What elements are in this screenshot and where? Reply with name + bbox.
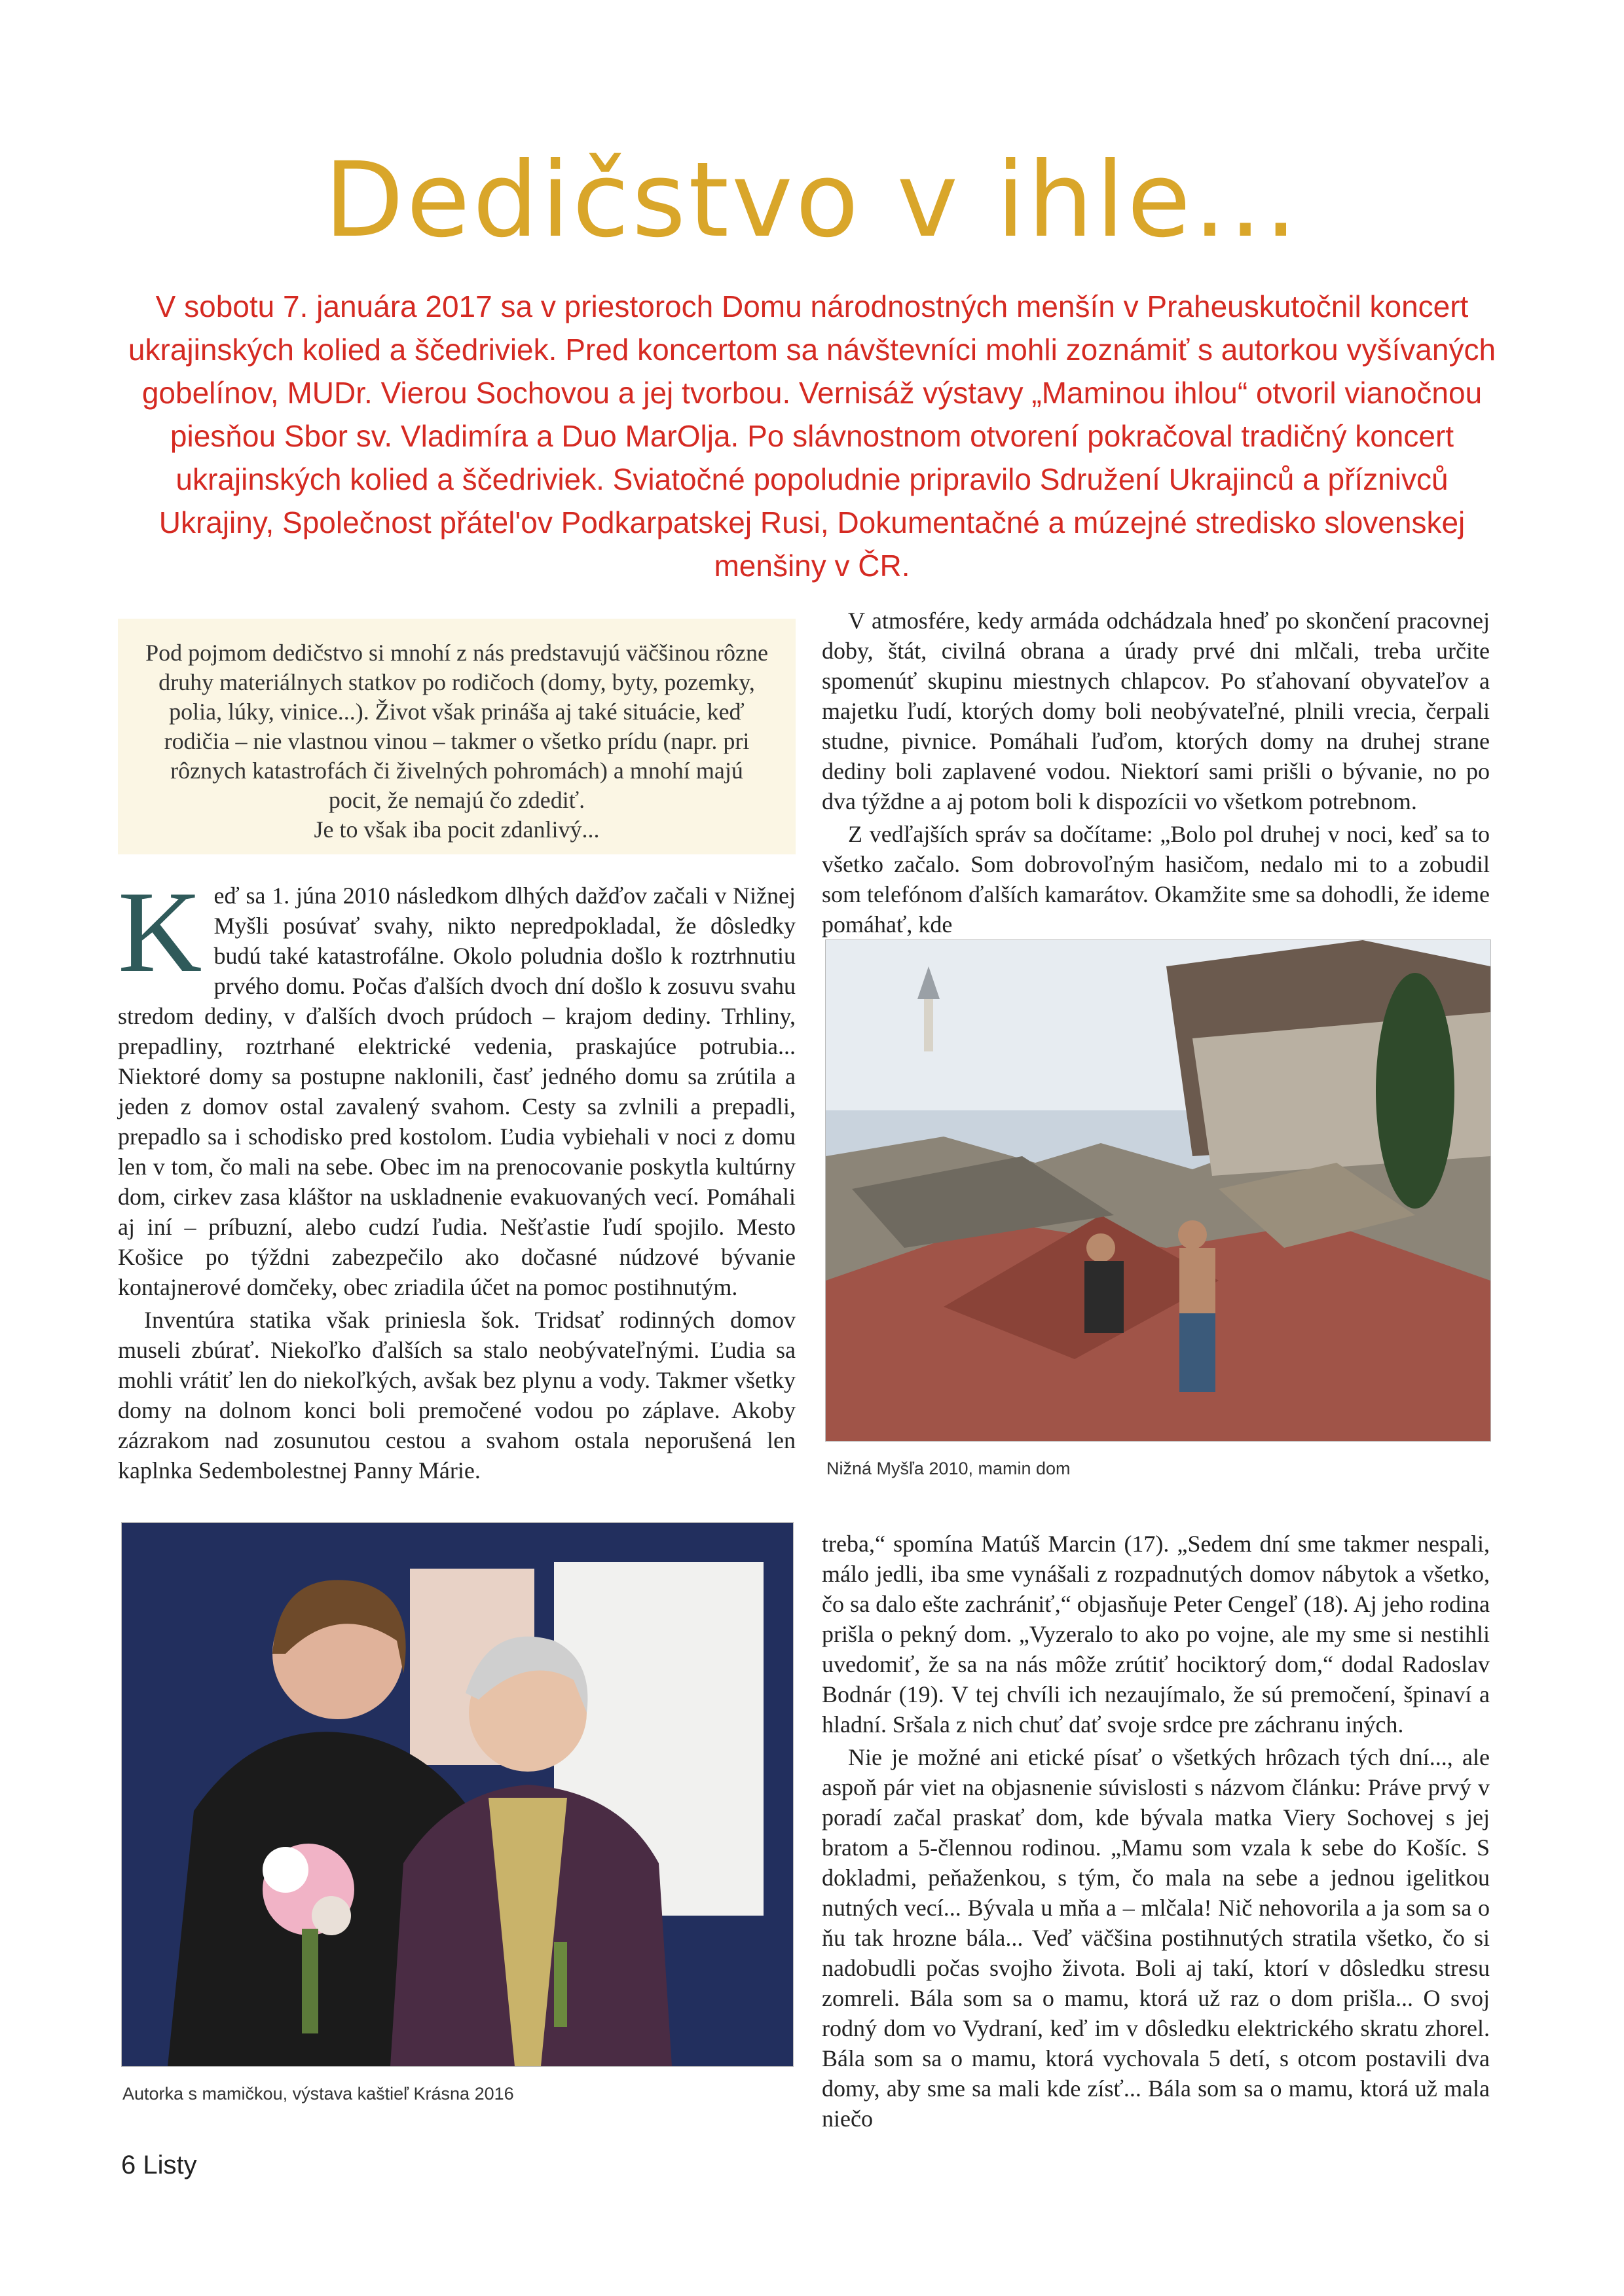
portrait-photo	[121, 1522, 794, 2067]
body-paragraph: Nie je možné ani etické písať o všetkých hrôzach tých dní..., ale aspoň pár viet na objasnenie súvislosti s názvom článku: Práve prvý v poradí začal praskať dom, kde bývala matka Viery Sochovej s jej bratom a 5-člennou rodinou. „Mamu som vzala k sebe do Košíc. S dokladmi, peňaženkou, s tým, čo mala na sebe a jednou igelitkou nutných vecí... Bývala u mňa a – mlčala! Nič nehovorila a ja som sa o ňu tak hrozne bála... Veď väčšina postihnutých stratila všetko, čo si nadobudli počas svojho života. Boli aj takí, ktorí v dôsledku stresu zomreli. Bála som sa o mamu, ktorá už raz o dom prišla... O svoj rodný dom vo Vydraní, keď im v dôsledku elektrického skratu zhorel. Bála som sa o mamu, ktorá vychovala 5 detí, s otcom postavili dva domy, aby sme sa mali kde zísť... Bála som sa o mamu, ktorá už mala niečo	[822, 1744, 1490, 2132]
article-title: Dedičstvo v ihle...	[323, 140, 1301, 261]
body-paragraph: treba,“ spomína Matúš Marcin (17). „Sedem dní sme takmer nespali, málo jedli, iba sme vynášali z rozpadnutých domov nábytok a všetko, čo sa dalo ešte zachrániť,“ objasňuje Peter Cengeľ (18). Aj jeho rodina prišla o pekný dom. „Vyzeralo to ako po vojne, ale my sme si nestihli uvedomiť, že sa na nás môže zrútiť hociktorý dom,“ dodal Radoslav Bodnár (19). V tej chvíli ich nezaujímalo, že sú premočení, špinaví a hladní. Sršala z nich chuť dať svoje srdce pre záchranu iných.	[822, 1531, 1490, 1738]
intro-closing: Je to však iba pocit zdanlivý...	[314, 816, 600, 843]
body-paragraph: Z vedľajších správ sa dočítame: „Bolo pol druhej v noci, keď sa to všetko začalo. Som dobrovoľným hasičom, nedalo mi to a zobudil som telefónom ďalších kamarátov. Okamžite sme sa dohodli, že ideme pomáhať, kde	[822, 821, 1490, 938]
intro-box	[118, 619, 796, 854]
intro-text: Pod pojmom dedičstvo si mnohí z nás predstavujú väčšinou rôzne druhy materiálnych statkov po rodičoch (domy, byty, pozemky, polia, lúky, vinice...). Život však prináša aj také situácie, keď rodičia – nie vlastnou vinou – takmer o všetko prídu (napr. pri rôznych katastrofách či živelných pohromách) a mnohí majú pocit, že nemajú čo zdediť.	[145, 640, 768, 813]
body-paragraph: Inventúra statika však priniesla šok. Tridsať rodinných domov museli zbúrať. Niekoľko ďalších sa stalo neobývateľnými. Ľudia sa mohli vrátiť len do niekoľkých, avšak bez plynu a vody. Takmer všetky domy na dolnom konci boli premočené vodou po záplave. Akoby zázrakom nad zosunutou cestou a svahom ostala neporušená len kaplnka Sedembolestnej Panny Márie.	[118, 1307, 796, 1484]
page-number: 6 Listy	[121, 2151, 197, 2179]
drop-cap: K	[118, 867, 202, 996]
article-lead: V sobotu 7. januára 2017 sa v priestoroch Domu národnostných menšín v Praheuskutočnil koncert ukrajinských kolied a ščedriviek. Pred koncertom sa návštevníci mohli zoznámiť s autorkou vyšívaných gobelínov, MUDr. Vierou Sochovou a jej tvorbou. Vernisáž výstavy „Maminou ihlou“ otvoril vianočnou piesňou Sbor sv. Vladimíra a Duo MarOlja. Po slávnostnom otvorení pokračoval tradičný koncert ukrajinských kolied a ščedriviek. Sviatočné popoludnie pripravilo Sdružení Ukrajinců a příznivců Ukrajiny, Společnost přátel'ov Podkarpatskej Rusi, Dokumentačné a múzejné stredisko slovenskej menšiny v ČR.	[128, 289, 1496, 583]
ruins-photo	[825, 939, 1491, 1442]
body-paragraph: V atmosfére, kedy armáda odchádzala hneď po skončení pracovnej doby, štát, civilná obrana a úrady prvé dni mlčali, treba určite spomenúť skupinu miestnych chlapcov. Po sťahovaní obyvateľov a majetku ľudí, ktorých domy boli neobývateľné, plnili vrecia, čerpali studne, pivnice. Pomáhali ľuďom, ktorých domy na druhej strane dediny boli zaplavené vodou. Niektorí sami prišli o bývanie, no po dva týždne a aj potom boli k dispozícii vo všetkom potrebnom.	[822, 608, 1490, 814]
right-column-bottom	[822, 1529, 1490, 2132]
body-paragraph: eď sa 1. júna 2010 následkom dlhých dažďov začali v Nižnej Myšli posúvať svahy, nikto nepredpokladal, že dôsledky budú také katastrofálne. Okolo poludnia došlo k roztrhnutiu prvého domu. Počas ďalších dvoch dní došlo k zosuvu svahu stredom dediny, v ďalších dvoch prúdoch – krajom dediny. Trhliny, prepadliny, roztrhané elektrické vedenia, praskajúce potrubia... Niektoré domy sa postupne naklonili, časť jedného domu sa zrútila a jeden z domov ostal zavalený svahom. Cesty sa zvlnili a prepadli, prepadlo sa i schodisko pred kostolom. Ľudia vybiehali v noci z domu len v tom, čo mali na sebe. Obec im na prenocovanie poskytla kultúrny dom, cirkev zasa kláštor na uskladnenie evakuovaných vecí. Pomáhali aj iní – príbuzní, alebo cudzí ľudia. Nešťastie ľudí spojilo. Mesto Košice po týždni zabezpečilo ako dočasné núdzové bývanie kontajnerové domčeky, obec zriadila účet na pomoc postihnutým.	[118, 883, 796, 1300]
portrait-photo-caption: Autorka s mamičkou, výstava kaštieľ Krásna 2016	[122, 2084, 514, 2104]
right-column-top	[822, 606, 1490, 938]
ruins-photo-caption: Nižná Myšľa 2010, mamin dom	[826, 1459, 1071, 1478]
left-column-top	[118, 867, 796, 1496]
